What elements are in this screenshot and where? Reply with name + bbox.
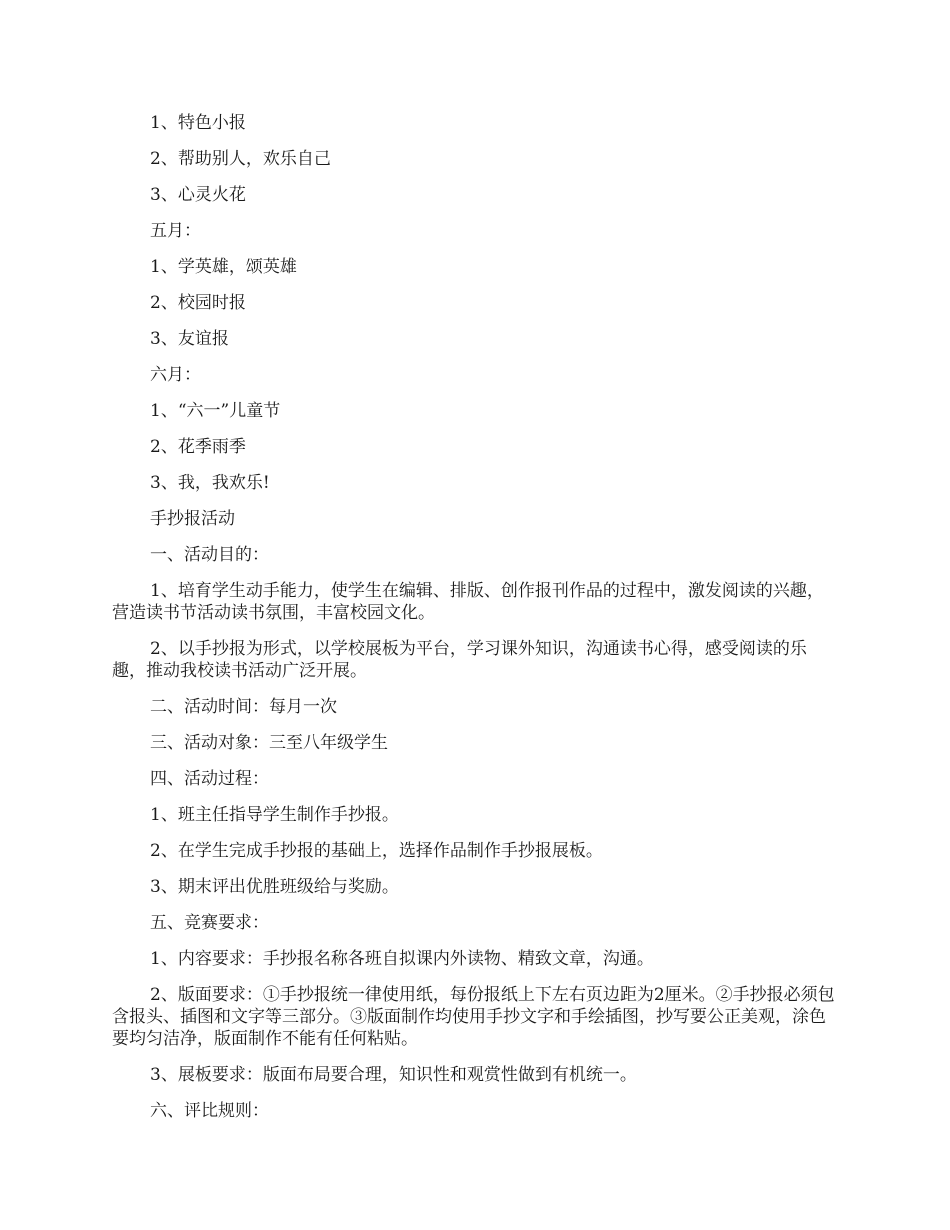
paragraph: 2、以手抄报为形式，以学校展板为平台，学习课外知识，沟通读书心得，感受阅读的乐趣，推动我校读书活动广泛开展。 <box>112 639 807 681</box>
section-heading: 一、活动目的： <box>150 545 269 565</box>
paragraph: 2、校园时报 <box>150 293 246 313</box>
paragraph: 1、特色小报 <box>150 113 246 133</box>
section-heading: 五月： <box>150 221 201 241</box>
paragraph: 2、在学生完成手抄报的基础上，选择作品制作手抄报展板。 <box>150 841 603 861</box>
paragraph: 2、帮助别人，欢乐自己 <box>150 149 331 169</box>
paragraph: 3、友谊报 <box>150 329 229 349</box>
paragraph: 3、我，我欢乐! <box>150 473 270 493</box>
section-title: 手抄报活动 <box>150 509 235 529</box>
section-heading: 二、活动时间：每月一次 <box>150 697 337 717</box>
paragraph: 2、花季雨季 <box>150 437 246 457</box>
paragraph: 3、心灵火花 <box>150 185 246 205</box>
section-heading: 三、活动对象：三至八年级学生 <box>150 733 388 753</box>
section-heading: 六、评比规则： <box>150 1101 269 1121</box>
paragraph: 1、学英雄，颂英雄 <box>150 257 297 277</box>
paragraph: 2、版面要求：①手抄报统一律使用纸，每份报纸上下左右页边距为2厘米。②手抄报必须包含报头、插图和文字等三部分。③版面制作均使用手抄文字和手绘插图，抄写要公正美观，涂色要均匀洁净，版面制作不能有任何粘贴。 <box>112 985 835 1049</box>
paragraph: 1、班主任指导学生制作手抄报。 <box>150 805 399 825</box>
paragraph: 3、展板要求：版面布局要合理，知识性和观赏性做到有机统一。 <box>150 1065 637 1085</box>
section-heading: 四、活动过程： <box>150 769 269 789</box>
paragraph: 3、期末评出优胜班级给与奖励。 <box>150 877 399 897</box>
section-heading: 六月： <box>150 365 201 385</box>
section-heading: 五、竞赛要求： <box>150 913 269 933</box>
document-body <box>112 112 840 1136</box>
paragraph: 1、内容要求：手抄报名称各班自拟课内外读物、精致文章，沟通。 <box>150 949 654 969</box>
paragraph: 1、培育学生动手能力，使学生在编辑、排版、创作报刊作品的过程中，激发阅读的兴趣，营造读书节活动读书氛围，丰富校园文化。 <box>112 581 824 623</box>
paragraph: 1、“六一”儿童节 <box>150 401 281 421</box>
